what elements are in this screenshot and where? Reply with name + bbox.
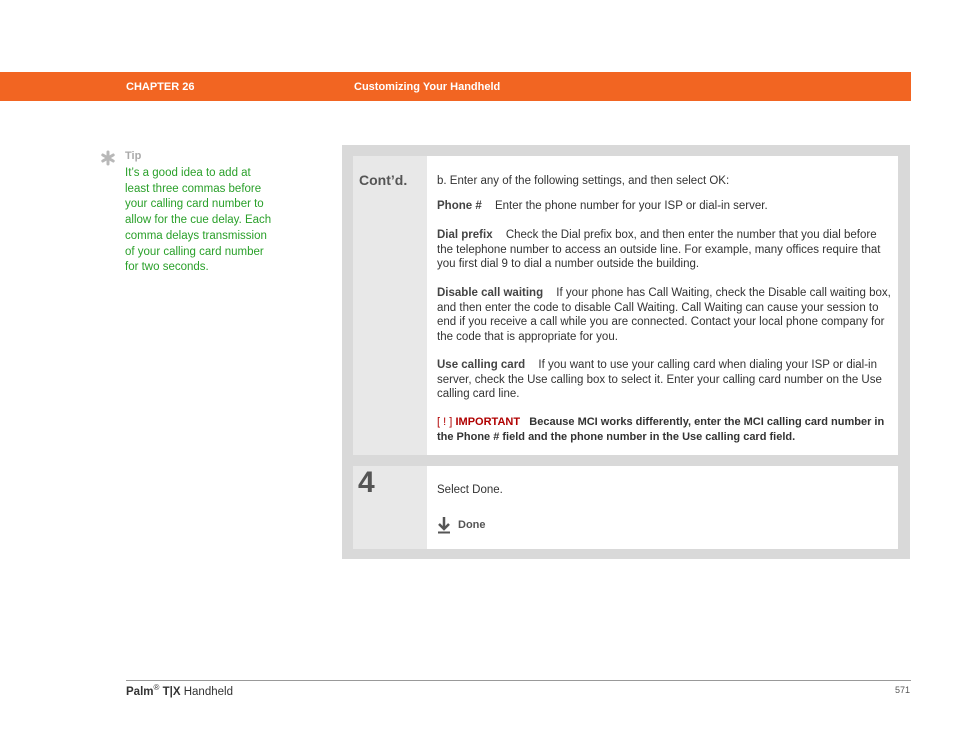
done-label: Done	[458, 519, 486, 531]
setting-disable-call-waiting	[437, 286, 892, 344]
product-name: Handheld	[183, 685, 233, 698]
setting-description: Enter the phone number for your ISP or dial-in server.	[494, 200, 768, 212]
step-instruction: Select Done.	[437, 484, 503, 496]
step-continued	[353, 156, 898, 455]
tip-label: Tip	[125, 150, 142, 162]
model-name: T|X	[162, 685, 181, 698]
setting-term: Use calling card	[437, 359, 526, 371]
setting-term: Phone #	[437, 200, 482, 212]
step-marker-column	[353, 156, 427, 455]
chapter-title: Customizing Your Handheld	[354, 81, 501, 93]
setting-description: Check the Dial prefix box, and then enter the number that you dial before the telephone number to access an outside line. For example, many offices require that you first dial 9 to dial a number outside the building.	[437, 229, 881, 270]
setting-phone	[437, 199, 892, 214]
important-icon: [ ! ]	[437, 416, 453, 428]
important-note	[437, 415, 892, 444]
arrow-down-icon	[437, 516, 451, 534]
setting-dial-prefix	[437, 228, 892, 272]
important-label: IMPORTANT	[455, 416, 521, 428]
step-marker-column	[353, 466, 427, 549]
step-4	[353, 466, 898, 549]
registered-mark: ®	[153, 683, 160, 692]
step-intro: b. Enter any of the following settings, and then select OK:	[437, 175, 730, 187]
footer-divider	[126, 680, 911, 681]
continued-marker: Cont’d.	[359, 172, 408, 188]
page-number: 571	[894, 685, 910, 695]
setting-description: If your phone has Call Waiting, check the Disable call waiting box, and then enter the code to disable Call Waiting. Call Waiting can cause your session to end if you receive a call while you are connected. Contact your local phone company for the code that is appropriate for you.	[437, 287, 891, 343]
chapter-number: CHAPTER 26	[126, 81, 195, 93]
footer-product-name	[126, 683, 233, 698]
step-number: 4	[358, 466, 375, 499]
setting-description: If you want to use your calling card when dialing your ISP or dial-in server, check the Use calling box to select it. Enter your calling card number on the Use calling card line.	[437, 359, 882, 400]
step-content	[427, 156, 898, 455]
brand-name: Palm	[126, 685, 154, 698]
asterisk-icon	[100, 150, 116, 166]
setting-use-calling-card	[437, 358, 892, 402]
tip-text: It’s a good idea to add at least three commas before your calling card number to allow for the cue delay. Each comma delays transmission of your calling card number for two seconds.	[125, 167, 272, 274]
setting-term: Dial prefix	[437, 229, 493, 241]
step-content	[427, 466, 898, 549]
setting-term: Disable call waiting	[437, 287, 544, 299]
important-text: Because MCI works differently, enter the MCI calling card number in the Phone # field and the phone number in the Use calling card field.	[437, 416, 885, 443]
